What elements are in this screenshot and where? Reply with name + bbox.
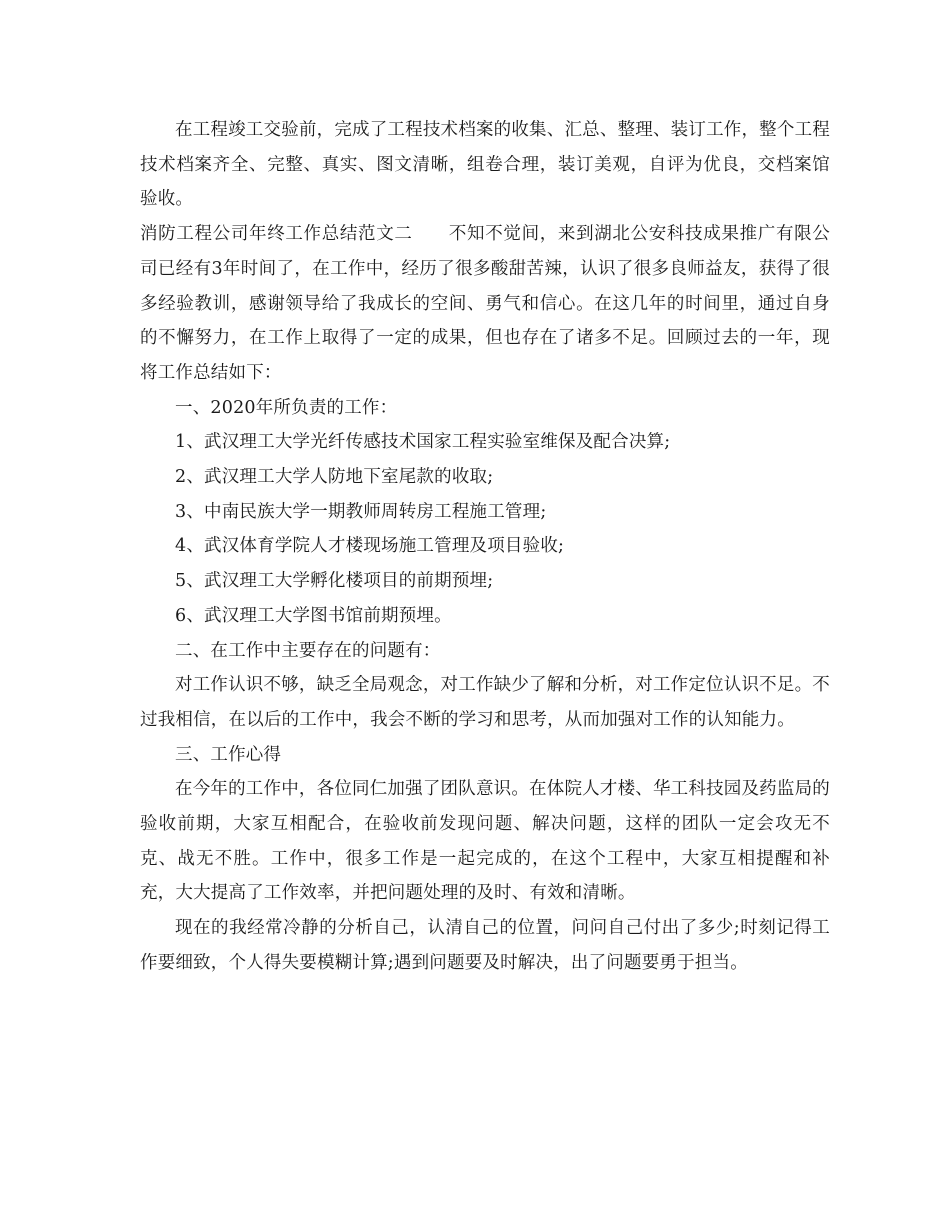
list-item-6: 6、武汉理工大学图书馆前期预埋。 — [175, 605, 452, 626]
paragraph-acceptance-archive: 在工程竣工交验前，完成了工程技术档案的收集、汇总、整理、装订工作，整个工程技术档案齐全、完整、真实、图文清晰，组卷合理，装订美观，自评为优良，交档案馆验收。 — [140, 120, 830, 210]
paragraph-problems: 对工作认识不够，缺乏全局观念，对工作缺少了解和分析，对工作定位认识不足。不过我相信，在以后的工作中，我会不断的学习和思考，从而加强对工作的认知能力。 — [140, 675, 830, 730]
list-item-1: 1、武汉理工大学光纤传感技术国家工程实验室维保及配合决算; — [175, 432, 671, 453]
list-item-5: 5、武汉理工大学孵化楼项目的前期预埋; — [175, 571, 494, 592]
list-item-2: 2、武汉理工大学人防地下室尾款的收取; — [175, 467, 494, 488]
heading-problems: 二、在工作中主要存在的问题有： — [175, 640, 441, 661]
heading-experience: 三、工作心得 — [175, 744, 282, 765]
paragraph-summary-intro: 消防工程公司年终工作总结范文二 不知不觉间，来到湖北公安科技成果推广有限公司已经有3年时间了，在工作中，经历了很多酸甜苦辣，认识了很多良师益友，获得了很多经验教训，感谢领导给了我成长的空间、勇气和信心。在这几年的时间里，通过自身的不懈努力，在工作上取得了一定的成果，但也存在了诸多不足。回顾过去的一年，现将工作总结如下： — [140, 224, 830, 383]
heading-responsibilities: 一、2020年所负责的工作： — [175, 397, 398, 418]
list-item-4: 4、武汉体育学院人才楼现场施工管理及项目验收; — [175, 536, 565, 557]
paragraph-self-reflection: 现在的我经常冷静的分析自己，认清自己的位置，问问自己付出了多少;时刻记得工作要细致，个人得失要模糊计算;遇到问题要及时解决，出了问题要勇于担当。 — [140, 918, 830, 973]
list-item-3: 3、中南民族大学一期教师周转房工程施工管理; — [175, 501, 547, 522]
paragraph-teamwork: 在今年的工作中，各位同仁加强了团队意识。在体院人才楼、华工科技园及药监局的验收前期，大家互相配合，在验收前发现问题、解决问题，这样的团队一定会攻无不克、战无不胜。工作中，很多工作是一起完成的，在这个工程中，大家互相提醒和补充，大大提高了工作效率，并把问题处理的及时、有效和清晰。 — [140, 779, 830, 904]
document-body — [140, 113, 830, 981]
